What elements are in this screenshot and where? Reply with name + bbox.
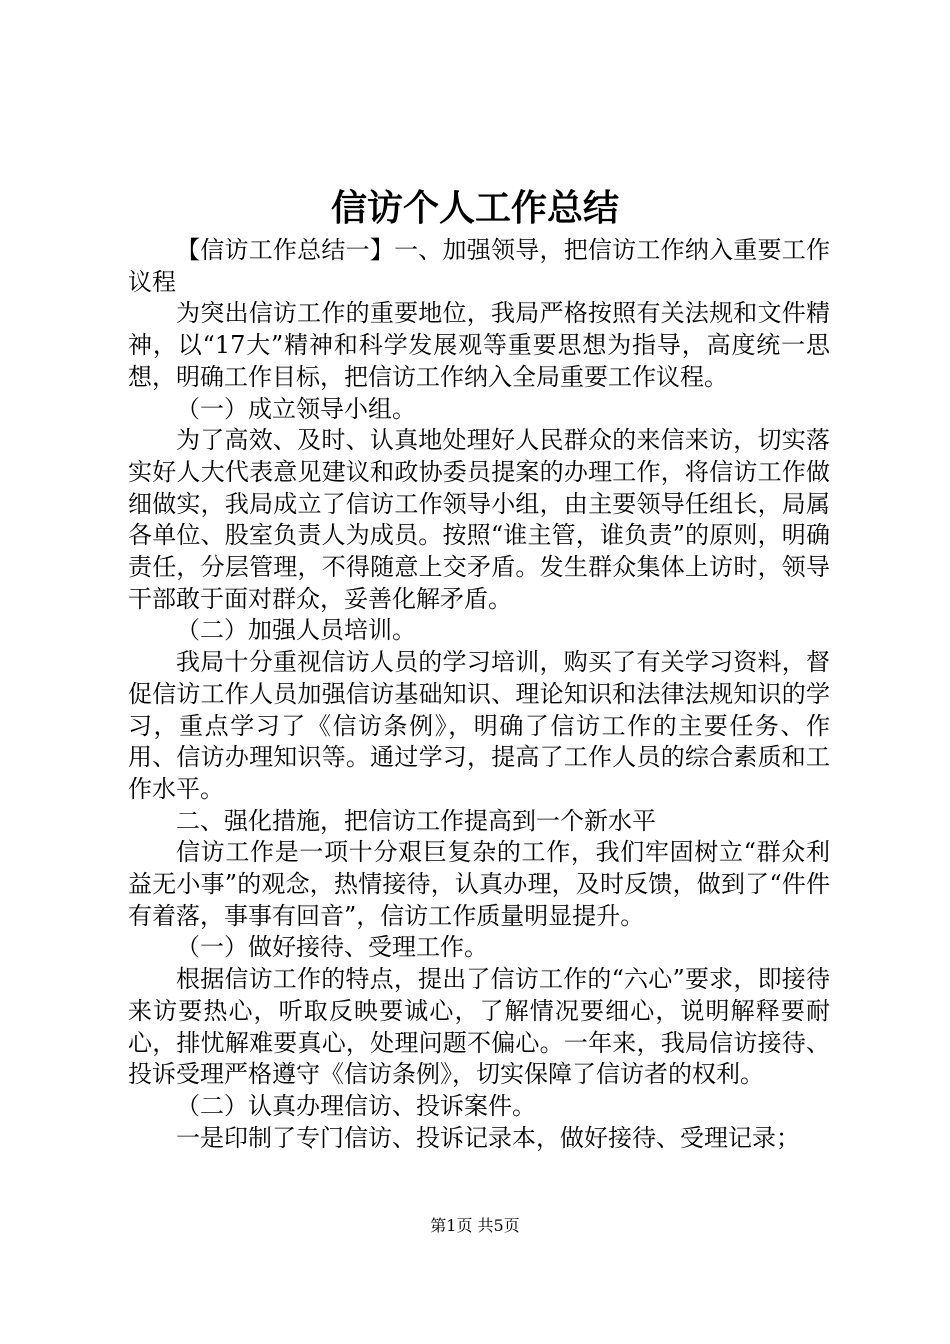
paragraph: （二）加强人员培训。: [176, 616, 416, 645]
section-heading: 二、强化措施，把信访工作提高到一个新水平: [176, 806, 656, 835]
paragraph: 信访工作是一项十分艰巨复杂的工作，我们牢固树立“群众利益无小事”的观念，热情接待，认真办理，及时反馈，做到了“件件有着落，事事有回音”，信访工作质量明显提升。: [128, 838, 830, 930]
document-title: 信访个人工作总结: [330, 187, 619, 229]
paragraph: 我局十分重视信访人员的学习培训，购买了有关学习资料，督促信访工作人员加强信访基础知识、理论知识和法律法规知识的学习，重点学习了《信访条例》，明确了信访工作的主要任务、作用、信访办理知识等。通过学习，提高了工作人员的综合素质和工作水平。: [128, 648, 830, 803]
paragraph: 【信访工作总结一】一、加强领导，把信访工作纳入重要工作议程: [128, 236, 830, 296]
paragraph: （一）成立领导小组。: [176, 394, 416, 423]
paragraph: 为了高效、及时、认真地处理好人民群众的来信来访，切实落实好人大代表意见建议和政协委员提案的办理工作，将信访工作做细做实，我局成立了信访工作领导小组，由主要领导任组长，局属各单位、股室负责人为成员。按照“谁主管，谁负责”的原则，明确责任，分层管理，不得随意上交矛盾。发生群众集体上访时，领导干部敢于面对群众，妥善化解矛盾。: [128, 426, 830, 613]
paragraph: 根据信访工作的特点，提出了信访工作的“六心”要求，即接待来访要热心，听取反映要诚心，了解情况要细心，说明解释要耐心，排忧解难要真心，处理问题不偏心。一年来，我局信访接待、投诉受理严格遵守《信访条例》，切实保障了信访者的权利。: [128, 965, 830, 1089]
paragraph: 一是印制了专门信访、投诉记录本，做好接待、受理记录；: [176, 1123, 800, 1152]
paragraph: （二）认真办理信访、投诉案件。: [176, 1091, 536, 1120]
page-footer: 第1页 共5页: [430, 1216, 520, 1235]
document-body: [128, 235, 830, 1154]
paragraph: （一）做好接待、受理工作。: [176, 933, 488, 962]
paragraph: 为突出信访工作的重要地位，我局严格按照有关法规和文件精神，以“17大”精神和科学发展观等重要思想为指导，高度统一思想，明确工作目标，把信访工作纳入全局重要工作议程。: [128, 299, 830, 391]
